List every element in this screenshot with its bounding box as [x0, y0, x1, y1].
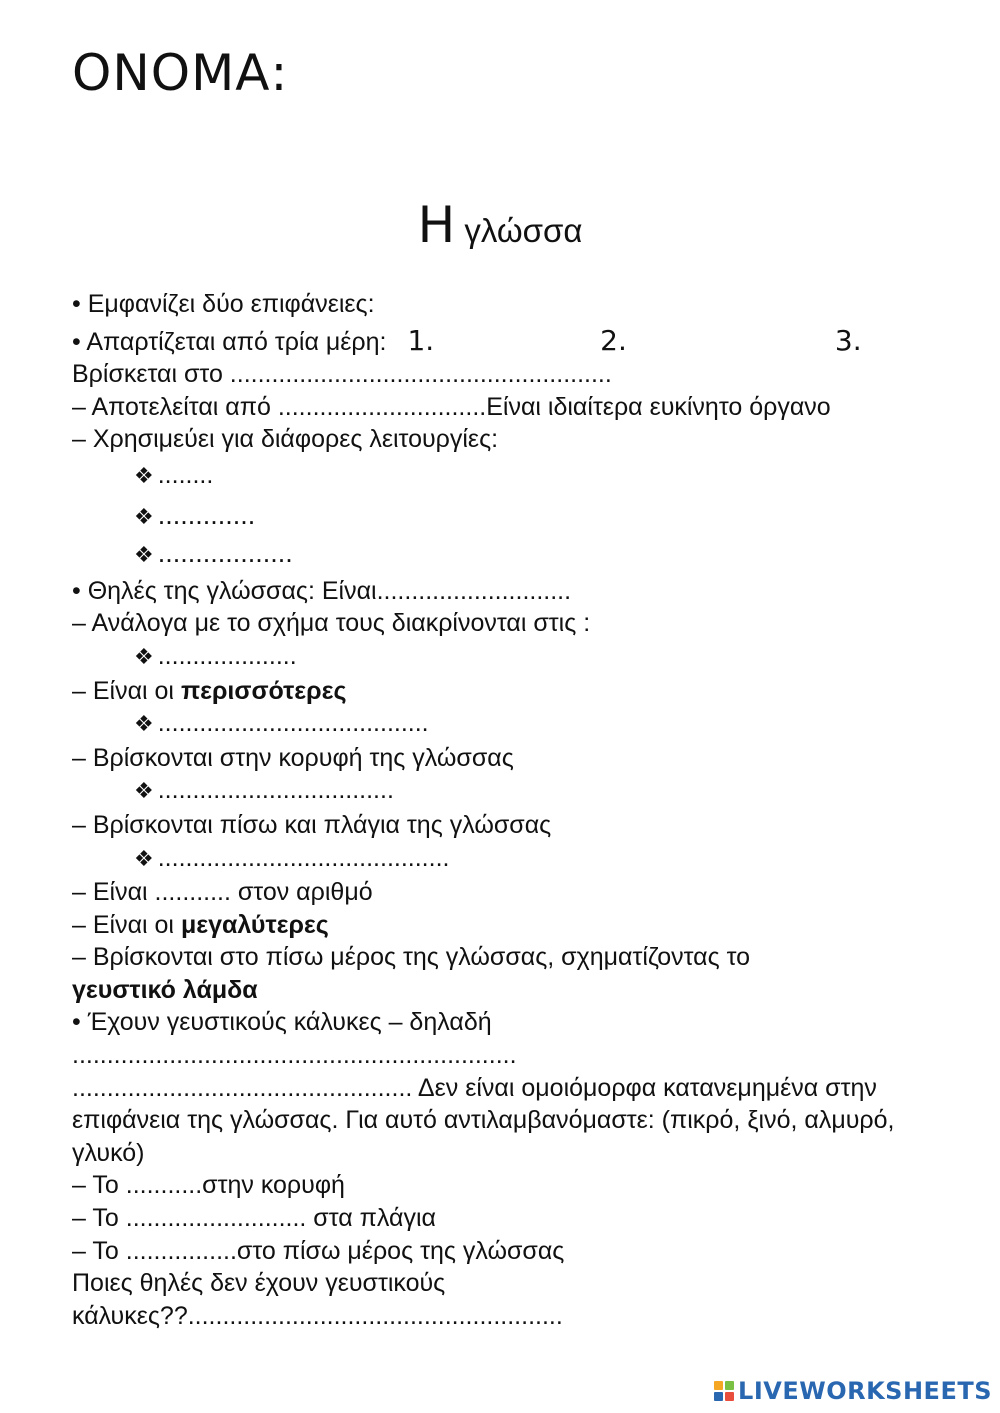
- diamond-bullet-icon: ❖: [134, 463, 154, 489]
- largest-prefix: – Είναι οι: [72, 910, 181, 939]
- papilla-item: [72, 707, 952, 742]
- function-blank: ........: [157, 460, 214, 489]
- distribution-paragraph: ................................................. Δεν είναι ομοιόμορφα κατανεμημένα στην επιφάνεια της γλώσσας. Για αυτό αντιλαμβανόμαστε: (πικρό, ξινό, αλμυρό, γλυκό): [72, 1073, 895, 1167]
- function-item: [72, 499, 952, 535]
- taste-back-line: – Το ................στο πίσω μέρος της γλώσσας: [72, 1236, 565, 1265]
- largest-line: [72, 909, 952, 942]
- logo-text: LIVEWORKSHEETS: [738, 1377, 992, 1405]
- taste-tip-line: – Το ...........στην κορυφή: [72, 1171, 345, 1200]
- papilla-item: [72, 842, 952, 877]
- logo-grid-icon: [714, 1381, 734, 1401]
- papilla-blank: ..................................: [157, 776, 394, 805]
- part-number-1: 1.: [407, 323, 435, 357]
- count-line: – Είναι ........... στον αριθμό: [72, 878, 373, 907]
- worksheet-body: [72, 288, 952, 1332]
- most-prefix: – Είναι οι: [72, 676, 181, 705]
- papilla-item: [72, 774, 952, 809]
- parts-text: • Απαρτίζεται από τρία μέρη:: [72, 327, 394, 356]
- most-line: [72, 675, 952, 708]
- papilla-blank: ..........................................: [157, 843, 450, 872]
- function-item: [72, 537, 952, 573]
- function-blank: .............: [157, 499, 256, 530]
- function-item: [72, 459, 952, 494]
- surfaces-line: • Εμφανίζει δύο επιφάνειες:: [72, 290, 375, 318]
- blank-line: ................................................................: [72, 1041, 517, 1070]
- papilla-blank: .......................................: [157, 709, 429, 738]
- composition-line: – Αποτελείται από ..............................Είναι ιδιαίτερα ευκίνητο όργανο: [72, 392, 831, 421]
- title-word: γλώσσα: [455, 212, 583, 249]
- diamond-bullet-icon: ❖: [134, 846, 154, 872]
- part-number-2: 2.: [600, 323, 627, 357]
- papilla-item: [72, 640, 952, 675]
- question-line: Ποιες θηλές δεν έχουν γευστικούς κάλυκες??......................................................: [72, 1269, 563, 1330]
- papilla-blank: ....................: [157, 641, 297, 670]
- most-bold: περισσότερες: [180, 676, 347, 705]
- lambda-line: γευστικό λάμδα: [72, 975, 258, 1004]
- diamond-bullet-icon: ❖: [134, 712, 154, 738]
- liveworksheets-logo: [714, 1377, 992, 1405]
- sides-line: – Βρίσκονται πίσω και πλάγια της γλώσσας: [72, 810, 552, 839]
- diamond-bullet-icon: ❖: [134, 504, 154, 530]
- taste-sides-line: – Το .......................... στα πλάγια: [72, 1204, 436, 1233]
- diamond-bullet-icon: ❖: [134, 543, 154, 569]
- papillae-line: • Θηλές της γλώσσας: Είναι............................: [72, 576, 572, 605]
- location-line: Βρίσκεται στο .......................................................: [72, 360, 612, 389]
- page-title: [0, 196, 1000, 254]
- back-line: – Βρίσκονται στο πίσω μέρος της γλώσσας, σχηματίζοντας το: [72, 943, 751, 972]
- taste-buds-line: • Έχουν γευστικούς κάλυκες – δηλαδή: [72, 1008, 492, 1037]
- largest-bold: μεγαλύτερες: [180, 910, 329, 939]
- function-blank: ..................: [157, 538, 293, 569]
- parts-line: [72, 325, 952, 359]
- functions-line: – Χρησιμεύει για διάφορες λειτουργίες:: [72, 425, 499, 454]
- shape-line: – Ανάλογα με το σχήμα τους διακρίνονται στις :: [72, 609, 591, 638]
- name-label: ΟΝΟΜΑ:: [72, 44, 289, 102]
- part-number-3: 3.: [834, 323, 862, 357]
- tip-line: – Βρίσκονται στην κορυφή της γλώσσας: [72, 743, 514, 772]
- diamond-bullet-icon: ❖: [134, 779, 154, 805]
- title-letter: Η: [417, 196, 456, 254]
- diamond-bullet-icon: ❖: [134, 644, 154, 670]
